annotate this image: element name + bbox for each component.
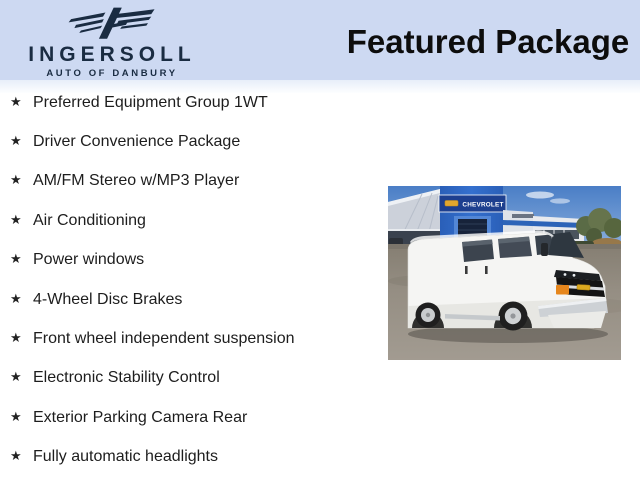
turn-signal — [556, 285, 569, 295]
feature-item — [10, 162, 295, 201]
feature-label: Driver Convenience Package — [33, 133, 241, 151]
door-handle — [485, 266, 488, 274]
dealer-logo — [14, 4, 210, 80]
feature-item — [10, 359, 295, 398]
grille-bowtie-icon — [577, 284, 590, 290]
cloud — [526, 192, 554, 199]
feature-item — [10, 201, 295, 240]
rear-wheel — [416, 303, 441, 328]
feature-item — [10, 398, 295, 437]
header-band — [0, 0, 640, 80]
door-handle — [465, 266, 468, 274]
feature-item — [10, 280, 295, 319]
feature-label: Power windows — [33, 251, 145, 269]
feature-label: 4-Wheel Disc Brakes — [33, 290, 183, 308]
feature-label: AM/FM Stereo w/MP3 Player — [33, 172, 240, 190]
chevrolet-bowtie-icon — [445, 201, 458, 207]
feature-item — [10, 319, 295, 358]
side-mirror — [541, 243, 548, 256]
vehicle-photo-scene — [388, 186, 621, 360]
feature-item — [10, 83, 295, 122]
feature-label: Electronic Stability Control — [33, 369, 220, 387]
ingersoll-wings-icon — [56, 6, 168, 42]
star-bullet-icon: ★ — [10, 251, 22, 267]
dealer-subtitle: AUTO OF DANBURY — [46, 68, 178, 79]
star-bullet-icon: ★ — [10, 211, 22, 227]
cloud — [550, 198, 570, 203]
star-bullet-icon: ★ — [10, 408, 22, 424]
feature-item — [10, 122, 295, 161]
feature-item — [10, 241, 295, 280]
page-title: Featured Package — [346, 23, 630, 60]
star-bullet-icon: ★ — [10, 133, 22, 149]
dealer-name: INGERSOLL — [28, 43, 196, 66]
feature-label: Air Conditioning — [33, 211, 146, 229]
star-bullet-icon: ★ — [10, 290, 22, 306]
star-bullet-icon: ★ — [10, 369, 22, 385]
feature-list — [10, 83, 295, 477]
star-bullet-icon: ★ — [10, 448, 22, 464]
chevrolet-sign-text: CHEVROLET — [462, 201, 504, 209]
star-bullet-icon: ★ — [10, 330, 22, 346]
feature-label: Fully automatic headlights — [33, 448, 218, 466]
feature-item — [10, 438, 295, 477]
vehicle-photo — [388, 186, 621, 360]
star-bullet-icon: ★ — [10, 172, 22, 188]
star-bullet-icon: ★ — [10, 93, 22, 109]
feature-label: Preferred Equipment Group 1WT — [33, 93, 268, 111]
front-wheel — [499, 302, 528, 331]
feature-label: Front wheel independent suspension — [33, 330, 295, 348]
feature-label: Exterior Parking Camera Rear — [33, 408, 248, 426]
